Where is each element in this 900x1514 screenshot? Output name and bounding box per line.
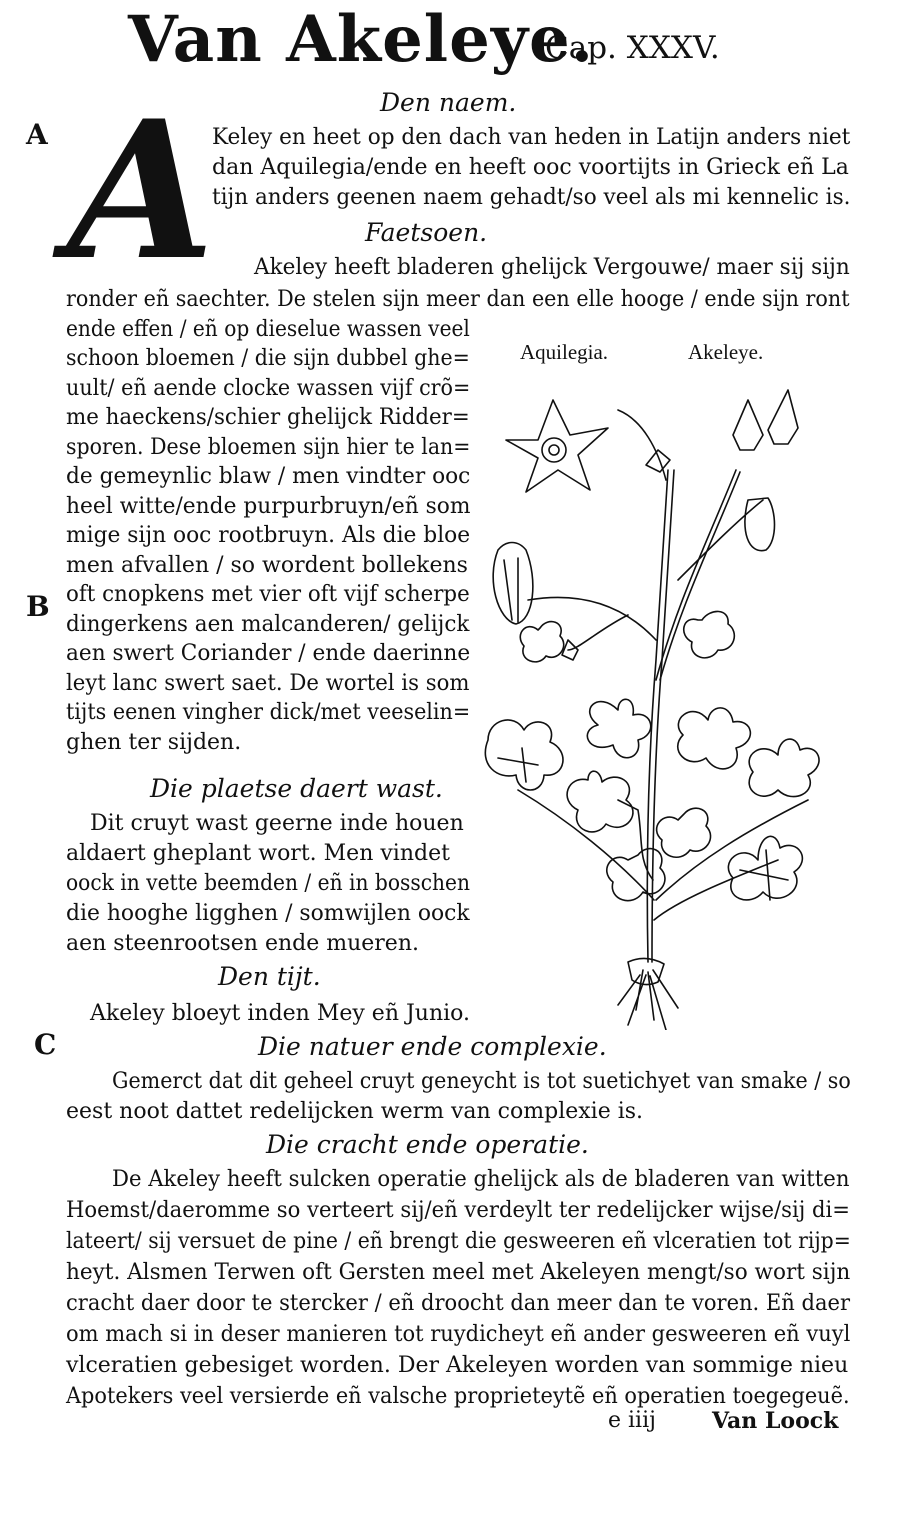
plant-stems — [518, 410, 808, 962]
plaetse-line-5: aen steenrootsen ende mueren. — [66, 931, 419, 956]
heading-cracht: Die cracht ende operatie. — [266, 1130, 589, 1159]
figure-label-latin: Aquilegia. — [520, 340, 609, 364]
cracht-line-3: lateert/ sij versuet de pine / eñ brengt die gesweeren eñ vlceratien tot rijp= — [66, 1229, 851, 1254]
faetsoen-line-17: ghen ter sijden. — [66, 730, 242, 755]
faetsoen-line-16: tijts eenen vingher dick/met veeselin= — [66, 700, 471, 725]
faetsoen-line-1: Akeley heeft bladeren ghelijck Vergouwe/ maer sij sijn — [254, 255, 850, 280]
natuer-line-1: Gemerct dat dit geheel cruyt geneycht is tot suetichyet van smake / so — [112, 1069, 851, 1094]
heading-faetsoen: Faetsoen. — [365, 218, 488, 247]
catchword: Van Loock — [712, 1408, 839, 1434]
aquilegia-illustration — [478, 380, 858, 1030]
heading-natuer: Die natuer ende complexie. — [258, 1032, 607, 1061]
plaetse-line-1: Dit cruyt wast geerne inde houen — [90, 811, 464, 836]
section-mark-b: B — [26, 590, 50, 623]
cracht-line-6: om mach si in deser manieren tot ruydicheyt eñ ander gesweeren eñ vuyl — [66, 1322, 851, 1347]
cracht-line-7: vlceratien gebesiget worden. Der Akeleyen worden van sommige nieu — [66, 1353, 849, 1378]
naem-line-2: dan Aquilegia/ende en heeft ooc voortijts in Grieck eñ La — [212, 155, 849, 180]
plaetse-line-4: die hooghe ligghen / somwijlen oock — [66, 901, 470, 926]
page-title: Van Akeleye. — [128, 2, 594, 77]
figure-label-dutch: Akeleye. — [688, 340, 764, 364]
faetsoen-line-2: ronder eñ saechter. De stelen sijn meer dan een elle hooge / ende sijn ront — [66, 287, 850, 312]
faetsoen-line-7: sporen. Dese bloemen sijn hier te lan= — [66, 435, 471, 460]
plaetse-line-3: oock in vette beemden / eñ in bosschen — [66, 871, 471, 896]
faetsoen-line-10: mige sijn ooc rootbruyn. Als die bloe — [66, 523, 471, 548]
faetsoen-line-15: leyt lanc swert saet. De wortel is som — [66, 671, 470, 696]
section-mark-c: C — [34, 1028, 57, 1061]
cracht-line-5: cracht daer door te stercker / eñ droocht dan meer dan te voren. Eñ daer — [66, 1291, 851, 1316]
decorated-initial: A — [67, 79, 215, 302]
heading-tijt: Den tijt. — [218, 962, 321, 991]
plant-roots — [618, 958, 678, 1030]
tijt-line-1: Akeley bloeyt inden Mey eñ Junio. — [90, 1001, 471, 1026]
heading-plaetse: Die plaetse daert wast. — [150, 774, 443, 803]
plant-flowers — [493, 390, 798, 660]
heading-naem: Den naem. — [380, 88, 517, 117]
faetsoen-line-11: men afvallen / so wordent bollekens — [66, 553, 468, 578]
signature-mark: e iiij — [608, 1408, 656, 1433]
cracht-line-4: heyt. Alsmen Terwen oft Gersten meel met Akeleyen mengt/so wort sijn — [66, 1260, 851, 1285]
faetsoen-line-12: oft cnopkens met vier oft vijf scherpe — [66, 582, 470, 607]
naem-line-3: tijn anders geenen naem gehadt/so veel als mi kennelic is. — [212, 185, 851, 210]
plaetse-line-2: aldaert gheplant wort. Men vindet — [66, 841, 450, 866]
cracht-line-8: Apotekers veel versierde eñ valsche proprieteytẽ eñ operatien toegegeuẽ. — [66, 1384, 850, 1409]
cracht-line-2: Hoemst/daeromme so verteert sij/eñ verdeylt ter redelijcker wijse/sij di= — [66, 1198, 850, 1223]
faetsoen-line-14: aen swert Coriander / ende daerinne — [66, 641, 471, 666]
faetsoen-line-9: heel witte/ende purpurbruyn/eñ som — [66, 494, 471, 519]
naem-line-1: Keley en heet op den dach van heden in Latijn anders niet — [212, 125, 851, 150]
faetsoen-line-13: dingerkens aen malcanderen/ gelijck — [66, 612, 470, 637]
faetsoen-line-4: schoon bloemen / die sijn dubbel ghe= — [66, 346, 470, 371]
faetsoen-line-3: ende effen / eñ op dieselue wassen veel — [66, 317, 470, 342]
faetsoen-line-6: me haeckens/schier ghelijck Ridder= — [66, 405, 470, 430]
faetsoen-line-8: de gemeynlic blaw / men vindter ooc — [66, 464, 471, 489]
cracht-line-1: De Akeley heeft sulcken operatie ghelijck als de bladeren van witten — [112, 1167, 850, 1192]
chapter-number: Cap. XXXV. — [545, 30, 720, 66]
faetsoen-line-5: uult/ eñ aende clocke wassen vijf crõ= — [66, 376, 471, 401]
section-mark-a: A — [26, 118, 48, 151]
natuer-line-2: eest noot dattet redelijcken werm van complexie is. — [66, 1099, 644, 1124]
